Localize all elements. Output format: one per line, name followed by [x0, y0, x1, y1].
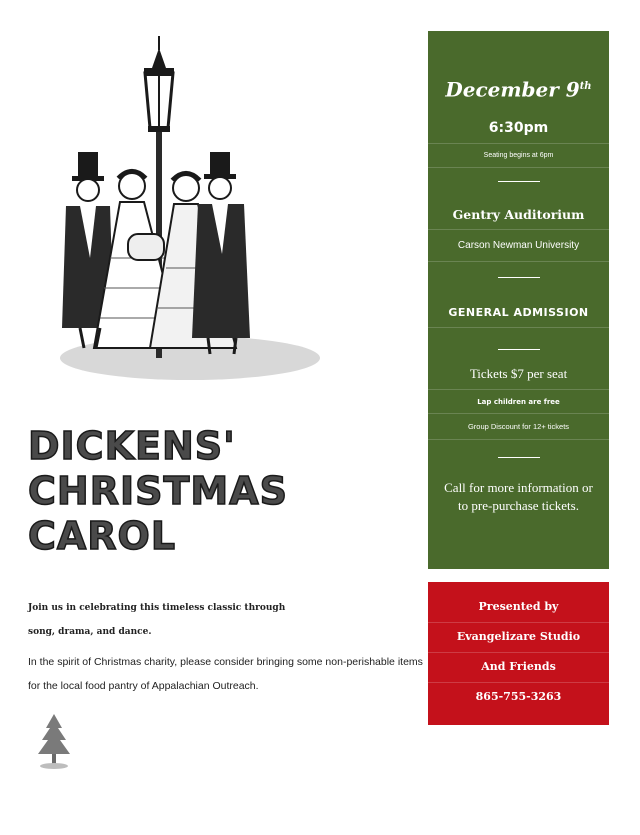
group-discount-note: Group Discount for 12+ tickets: [428, 415, 609, 440]
event-info-panel: [428, 31, 609, 569]
university-name: Carson Newman University: [428, 231, 609, 262]
divider-2: [498, 277, 540, 278]
divider-4: [498, 457, 540, 458]
phone-number: 865-755-3263: [475, 690, 562, 703]
venue-name: Gentry Auditorium: [428, 201, 609, 230]
poster-title: [28, 424, 388, 559]
event-date: [428, 69, 609, 105]
event-time: 6:30pm: [428, 113, 609, 144]
carolers-icon: [40, 28, 340, 388]
intro-line-2: song, drama, and dance.: [28, 627, 152, 637]
carolers-illustration: [40, 28, 340, 388]
intro-text: [28, 596, 418, 644]
intro-line-1: Join us in celebrating this timeless classic through: [28, 603, 286, 613]
presenter-panel: [428, 582, 609, 725]
event-date-main: December 9: [445, 77, 580, 102]
lap-children-note: Lap children are free: [428, 391, 609, 414]
call-info: Call for more information or to pre-purchase tickets.: [444, 480, 593, 513]
event-date-suffix: th: [579, 81, 592, 92]
friends-text: And Friends: [428, 652, 609, 683]
pine-tree-icon: [32, 712, 76, 772]
divider-1: [498, 181, 540, 182]
studio-name: Evangelizare Studio: [428, 622, 609, 653]
presented-by-label: Presented by: [428, 592, 609, 623]
charity-text: In the spirit of Christmas charity, please consider bringing some non-perishable items for the local food pantry of Appalachian Outreach.: [28, 656, 423, 692]
title-line-1: DICKENS': [28, 424, 236, 468]
divider-3: [498, 349, 540, 350]
admission-type: GENERAL ADMISSION: [428, 299, 609, 328]
title-line-2: CHRISTMAS: [28, 469, 288, 513]
title-line-3: CAROL: [28, 514, 177, 558]
seating-note: Seating begins at 6pm: [428, 145, 609, 168]
ticket-price: Tickets $7 per seat: [428, 359, 609, 390]
